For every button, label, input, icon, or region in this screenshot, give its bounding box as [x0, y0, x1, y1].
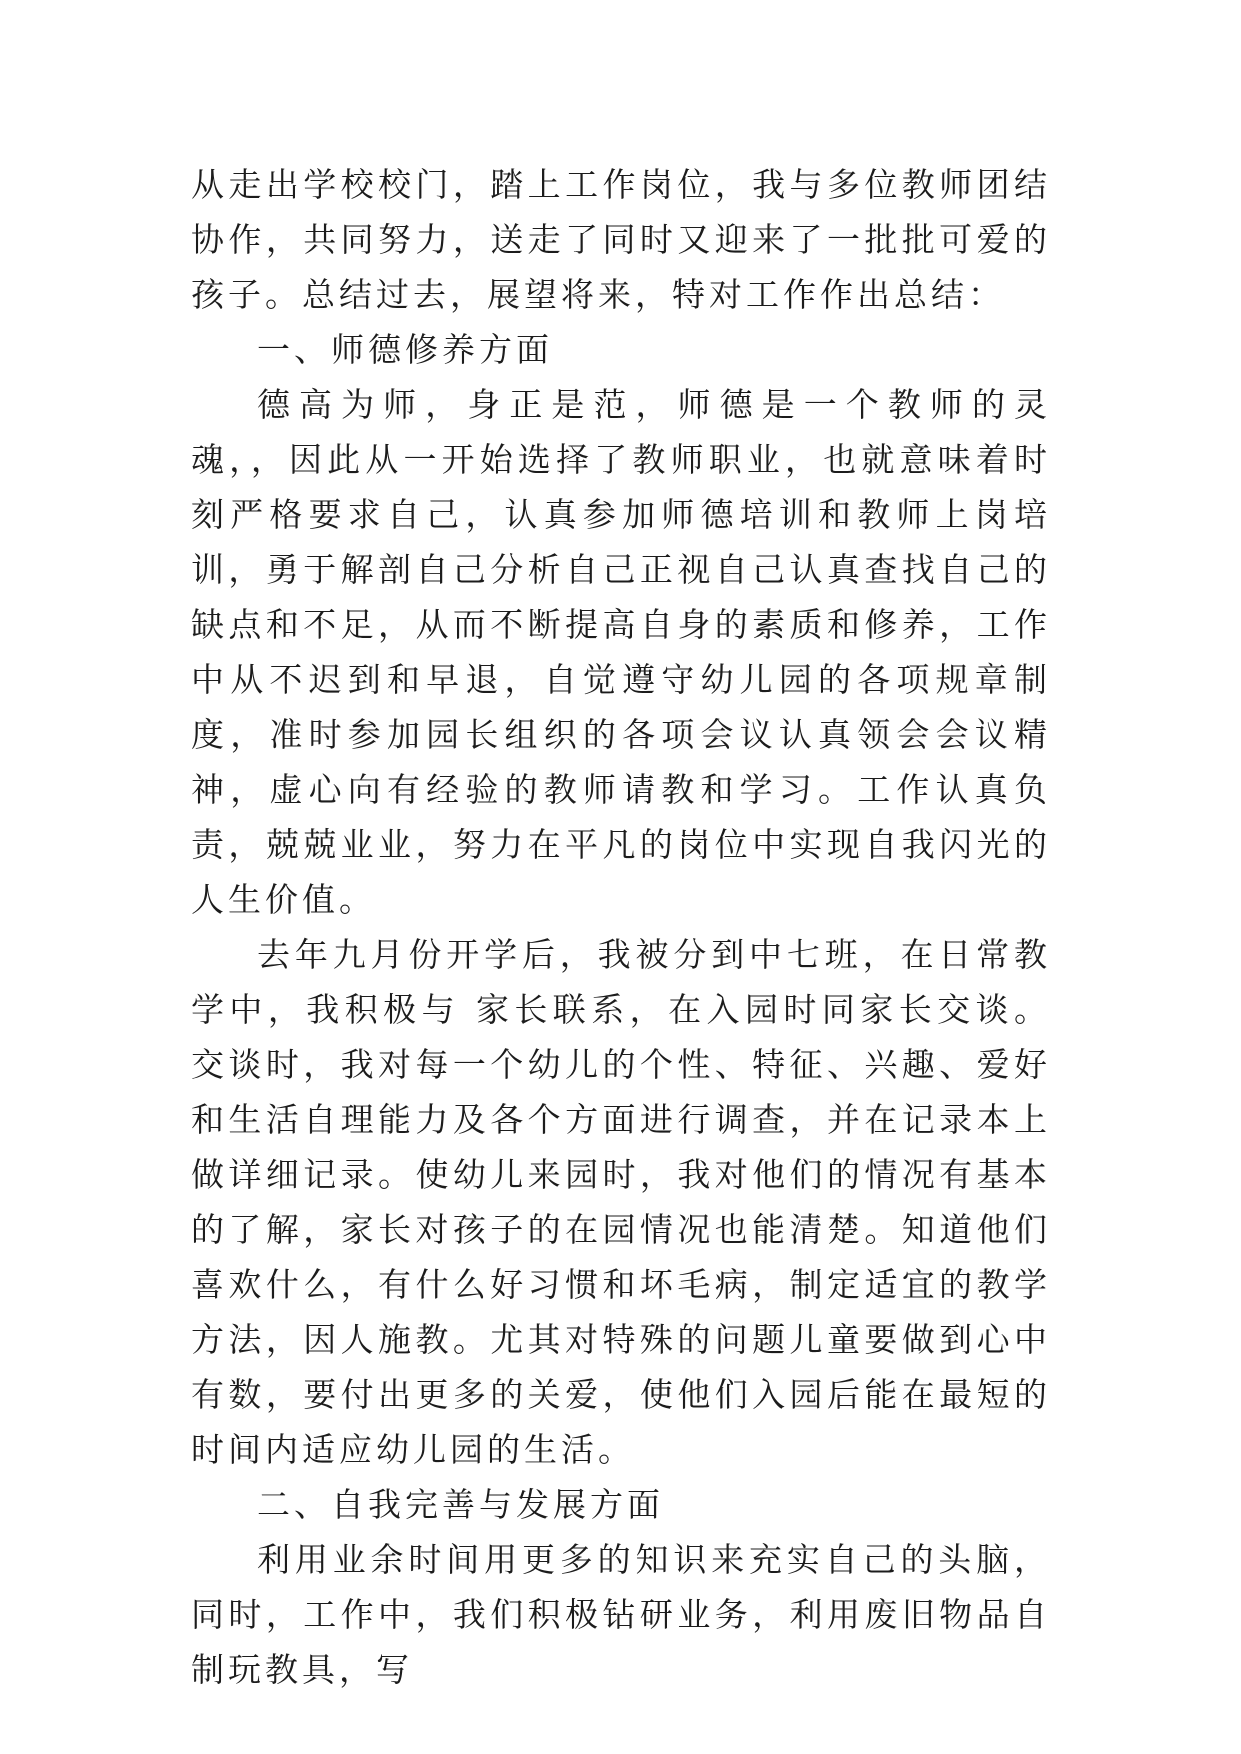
- section-heading-1: 一、师德修养方面: [257, 330, 553, 369]
- paragraph-self-development: 利用业余时间用更多的知识来充实自己的头脑，同时，工作中，我们积极钻研业务，利用废旧物品自制玩教具，写: [191, 1540, 1051, 1689]
- section-heading-2: 二、自我完善与发展方面: [257, 1485, 664, 1524]
- paragraph-ethics: 德高为师，身正是范，师德是一个教师的灵魂，，因此从一开始选择了教师职业，也就意味着时刻严格要求自己，认真参加师德培训和教师上岗培训，勇于解剖自己分析自己正视自己认真查找自己的缺点和不足，从而不断提高自身的素质和修养，工作中从不迟到和早退，自觉遵守幼儿园的各项规章制度，准时参加园长组织的各项会议认真领会会议精神，虚心向有经验的教师请教和学习。工作认真负责，兢兢业业，努力在平凡的岗位中实现自我闪光的人生价值。: [191, 385, 1051, 919]
- paragraph-intro: 从走出学校校门，踏上工作岗位，我与多位教师团结协作，共同努力，送走了同时又迎来了一批批可爱的孩子。总结过去，展望将来，特对工作作出总结：: [191, 165, 1051, 314]
- document-body: [191, 157, 1051, 1697]
- paragraph-class-work: 去年九月份开学后，我被分到中七班，在日常教学中，我积极与 家长联系，在入园时同家长交谈。交谈时，我对每一个幼儿的个性、特征、兴趣、爱好和生活自理能力及各个方面进行调查，并在记录本上做详细记录。使幼儿来园时，我对他们的情况有基本的了解，家长对孩子的在园情况也能清楚。知道他们喜欢什么，有什么好习惯和坏毛病，制定适宜的教学方法，因人施教。尤其对特殊的问题儿童要做到心中有数，要付出更多的关爱，使他们入园后能在最短的时间内适应幼儿园的生活。: [191, 935, 1051, 1469]
